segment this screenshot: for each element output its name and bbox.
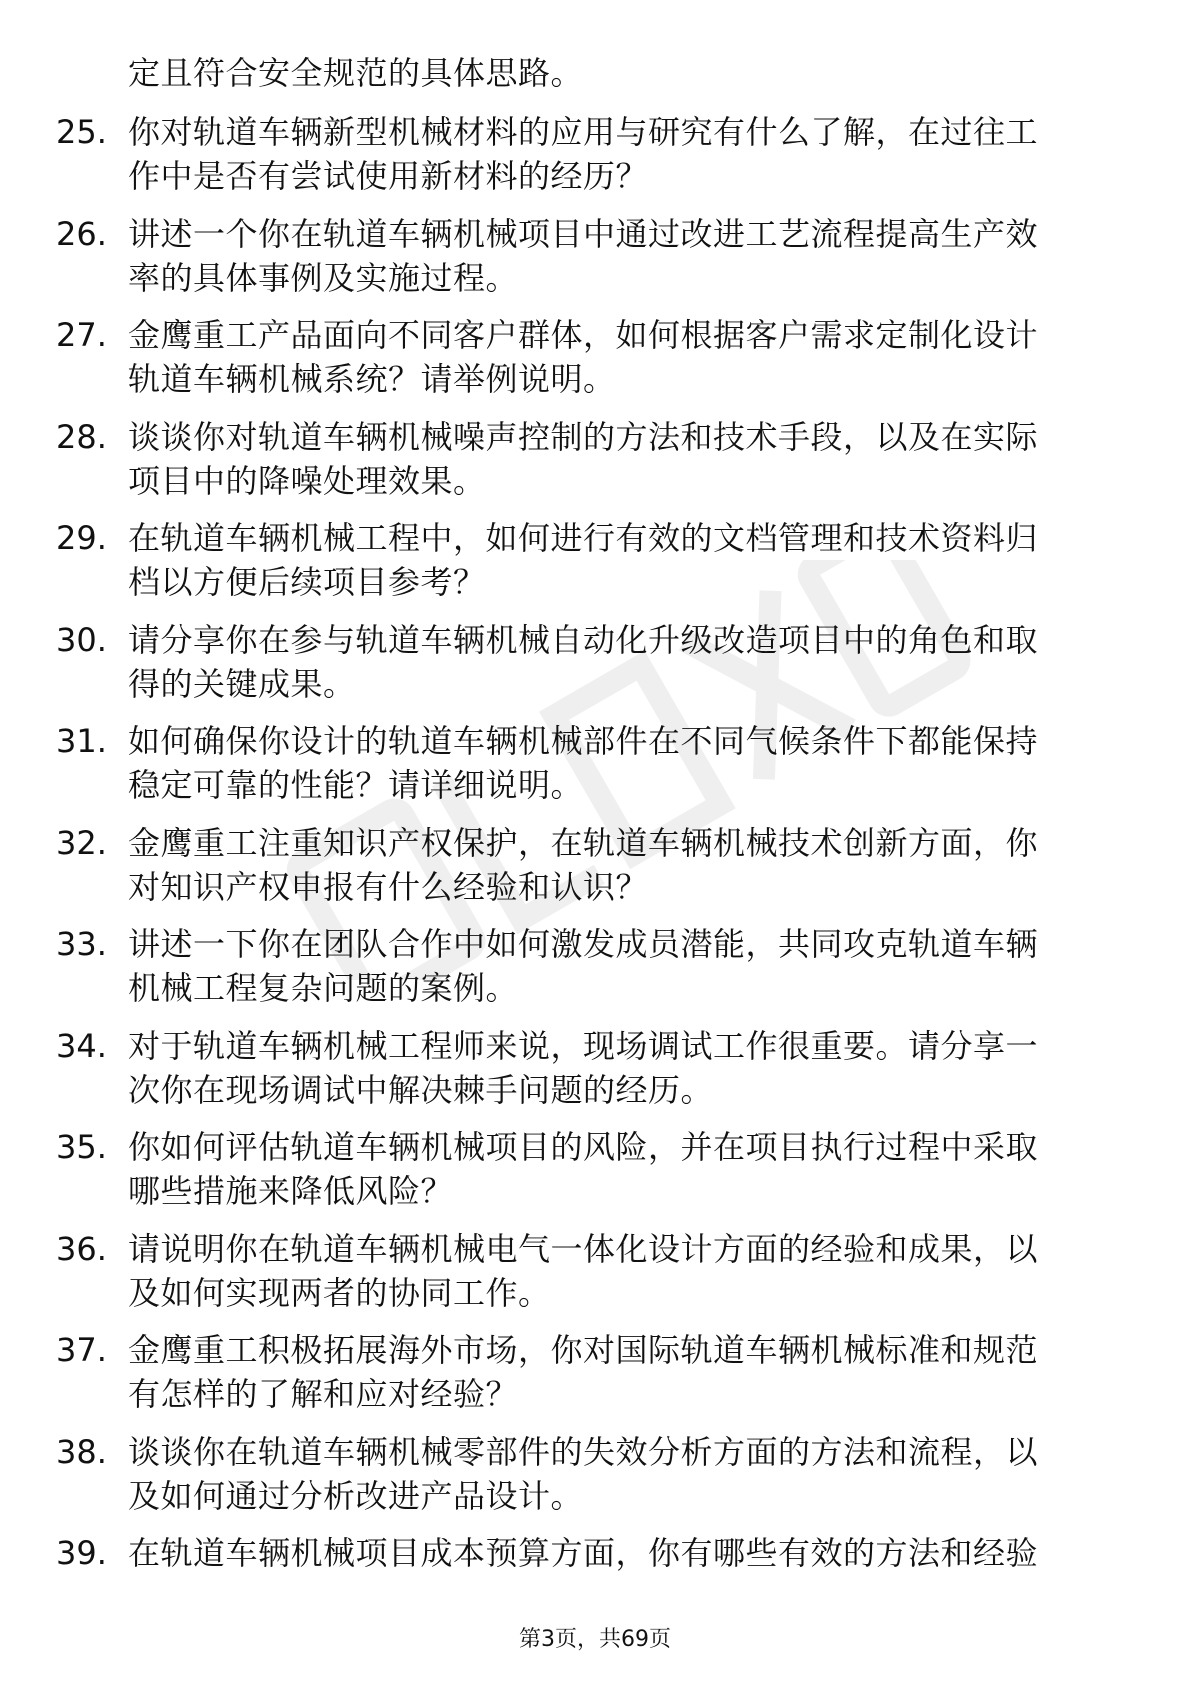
question-text-line: 项目中的降噪处理效果。 bbox=[128, 461, 486, 500]
question-text-line: 讲述一下你在团队合作中如何激发成员潜能，共同攻克轨道车辆 bbox=[128, 925, 1039, 963]
question-text-line: 得的关键成果。 bbox=[128, 664, 356, 703]
question-item bbox=[0, 109, 1190, 211]
question-item bbox=[0, 1124, 1190, 1226]
question-item bbox=[0, 1530, 1190, 1632]
question-item bbox=[0, 718, 1190, 820]
question-number: 34. bbox=[56, 1026, 107, 1065]
question-text-line: 档以方便后续项目参考？ bbox=[128, 563, 486, 601]
question-number: 30. bbox=[56, 620, 107, 659]
continuation-text: 定且符合安全规范的具体思路。 bbox=[128, 54, 584, 92]
question-text-line: 请说明你在轨道车辆机械电气一体化设计方面的经验和成果，以 bbox=[128, 1229, 1039, 1268]
question-item bbox=[0, 921, 1190, 1023]
question-text-line: 率的具体事例及实施过程。 bbox=[128, 258, 519, 297]
question-number: 25. bbox=[56, 113, 107, 151]
question-text-line: 作中是否有尝试使用新材料的经历？ bbox=[128, 157, 649, 195]
question-text-line: 金鹰重工积极拓展海外市场，你对国际轨道车辆机械标准和规范 bbox=[128, 1331, 1039, 1369]
question-number: 32. bbox=[56, 823, 107, 862]
question-item bbox=[0, 414, 1190, 516]
question-number: 37. bbox=[56, 1331, 107, 1369]
question-item bbox=[0, 211, 1190, 313]
question-text-line: 及如何通过分析改进产品设计。 bbox=[128, 1476, 584, 1515]
question-item bbox=[0, 617, 1190, 719]
question-text-line: 请分享你在参与轨道车辆机械自动化升级改造项目中的角色和取 bbox=[128, 620, 1039, 659]
question-number: 35. bbox=[56, 1128, 107, 1166]
question-item bbox=[0, 1226, 1190, 1328]
question-text-line: 哪些措施来降低风险？ bbox=[128, 1172, 454, 1210]
question-text-line: 次你在现场调试中解决棘手问题的经历。 bbox=[128, 1070, 714, 1109]
question-number: 31. bbox=[56, 722, 107, 760]
question-item bbox=[0, 312, 1190, 414]
question-text-line: 讲述一个你在轨道车辆机械项目中通过改进工艺流程提高生产效 bbox=[128, 214, 1039, 253]
question-number: 26. bbox=[56, 214, 107, 253]
question-number: 29. bbox=[56, 519, 107, 557]
question-number: 27. bbox=[56, 316, 107, 354]
question-item bbox=[0, 1023, 1190, 1125]
question-item bbox=[0, 1327, 1190, 1429]
question-text-line: 在轨道车辆机械项目成本预算方面，你有哪些有效的方法和经验 bbox=[128, 1534, 1039, 1572]
question-text-line: 对知识产权申报有什么经验和认识？ bbox=[128, 867, 649, 906]
question-text-line: 在轨道车辆机械工程中，如何进行有效的文档管理和技术资料归 bbox=[128, 519, 1039, 557]
question-number: 33. bbox=[56, 925, 107, 963]
page-footer: 第3页，共69页 bbox=[519, 1627, 671, 1652]
question-text-line: 如何确保你设计的轨道车辆机械部件在不同气候条件下都能保持 bbox=[128, 722, 1039, 760]
question-text-line: 稳定可靠的性能？请详细说明。 bbox=[128, 766, 584, 804]
question-item bbox=[0, 1429, 1190, 1531]
question-text-line: 机械工程复杂问题的案例。 bbox=[128, 969, 519, 1007]
question-text-line: 及如何实现两者的协同工作。 bbox=[128, 1273, 551, 1312]
question-text-line: 有怎样的了解和应对经验？ bbox=[128, 1375, 519, 1413]
question-item bbox=[0, 515, 1190, 617]
question-text-line: 金鹰重工注重知识产权保护，在轨道车辆机械技术创新方面，你 bbox=[128, 823, 1039, 862]
question-number: 39. bbox=[56, 1534, 107, 1572]
question-text-line: 轨道车辆机械系统？请举例说明。 bbox=[128, 360, 616, 398]
question-text-line: 谈谈你对轨道车辆机械噪声控制的方法和技术手段，以及在实际 bbox=[128, 417, 1039, 456]
question-list bbox=[0, 109, 1190, 1632]
question-text-line: 你如何评估轨道车辆机械项目的风险，并在项目执行过程中采取 bbox=[128, 1128, 1039, 1166]
question-text-line: 金鹰重工产品面向不同客户群体，如何根据客户需求定制化设计 bbox=[128, 316, 1039, 354]
question-number: 36. bbox=[56, 1229, 107, 1268]
question-text-line: 对于轨道车辆机械工程师来说，现场调试工作很重要。请分享一 bbox=[128, 1026, 1039, 1065]
question-number: 28. bbox=[56, 417, 107, 456]
question-text-line: 谈谈你在轨道车辆机械零部件的失效分析方面的方法和流程，以 bbox=[128, 1432, 1039, 1471]
question-number: 38. bbox=[56, 1432, 107, 1471]
question-text-line: 你对轨道车辆新型机械材料的应用与研究有什么了解，在过往工 bbox=[128, 113, 1039, 151]
question-item bbox=[0, 820, 1190, 922]
